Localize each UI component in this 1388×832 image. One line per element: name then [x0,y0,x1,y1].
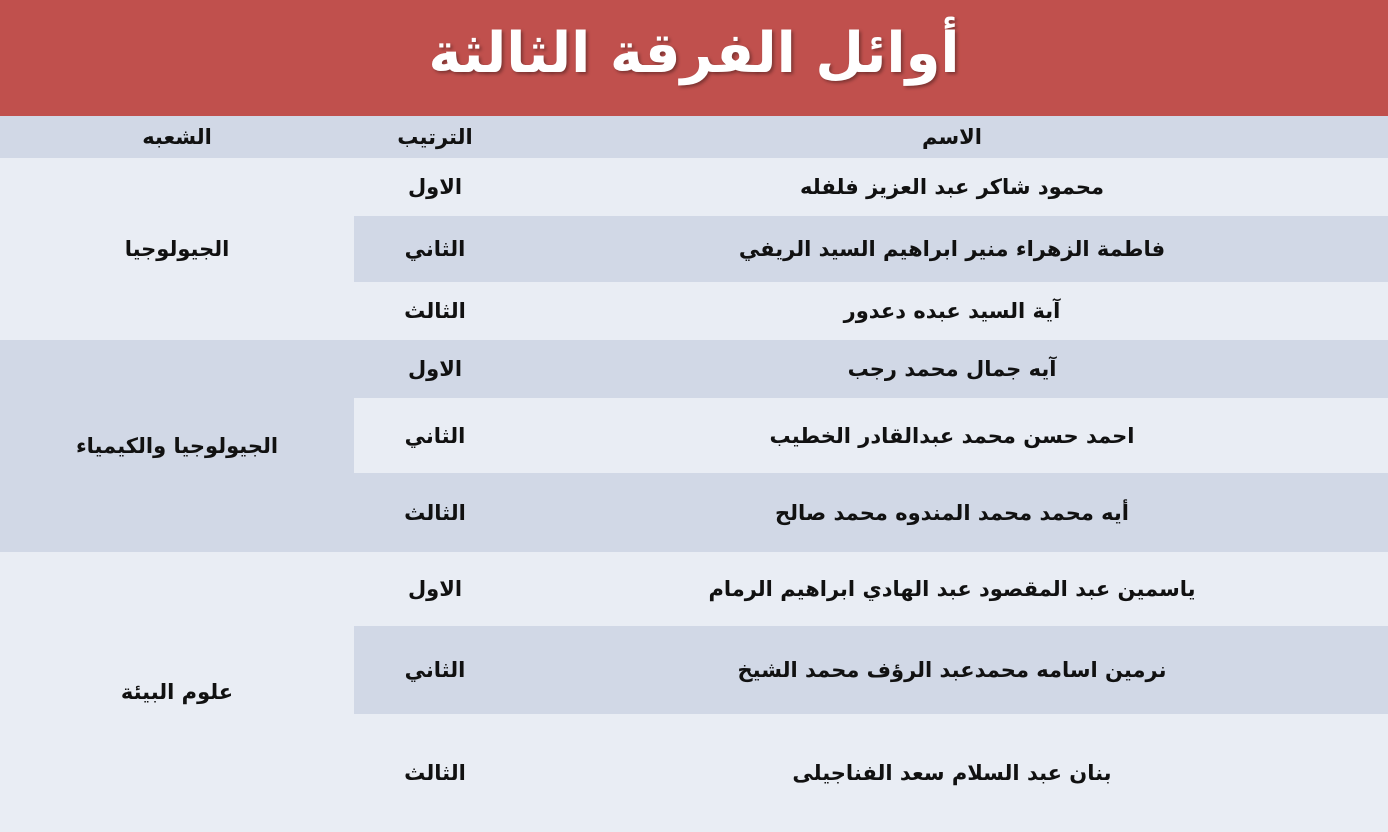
student-name: فاطمة الزهراء منير ابراهيم السيد الريفي [516,216,1388,282]
student-name: نرمين اسامه محمدعبد الرؤف محمد الشيخ [516,626,1388,714]
header-name: الاسم [516,116,1388,158]
header-rank: الترتيب [354,116,516,158]
student-rank: الثالث [354,282,516,340]
slide-title: أوائل الفرقة الثالثة [428,20,960,86]
division-cell: الجيولوجيا والكيمياء [0,340,354,552]
student-rank: الاول [354,552,516,626]
student-rank: الثاني [354,216,516,282]
student-name: احمد حسن محمد عبدالقادر الخطيب [516,398,1388,473]
student-rank: الثالث [354,714,516,832]
student-name: ياسمين عبد المقصود عبد الهادي ابراهيم الرمام [516,552,1388,626]
table-row [0,158,1388,216]
student-rank: الثاني [354,398,516,473]
table-row [0,340,1388,398]
student-rank: الثاني [354,626,516,714]
student-rank: الثالث [354,473,516,552]
table-row [0,552,1388,626]
division-cell: الجيولوجيا [0,158,354,340]
student-name: محمود شاكر عبد العزيز فلفله [516,158,1388,216]
header-division: الشعبه [0,116,354,158]
top-students-table [0,116,1388,832]
student-name: آيه جمال محمد رجب [516,340,1388,398]
student-rank: الاول [354,158,516,216]
header-row [0,116,1388,158]
title-banner [0,0,1388,116]
student-name: أيه محمد محمد المندوه محمد صالح [516,473,1388,552]
student-rank: الاول [354,340,516,398]
student-name: بنان عبد السلام سعد الفناجيلى [516,714,1388,832]
division-cell: علوم البيئة [0,552,354,832]
student-name: آية السيد عبده دعدور [516,282,1388,340]
